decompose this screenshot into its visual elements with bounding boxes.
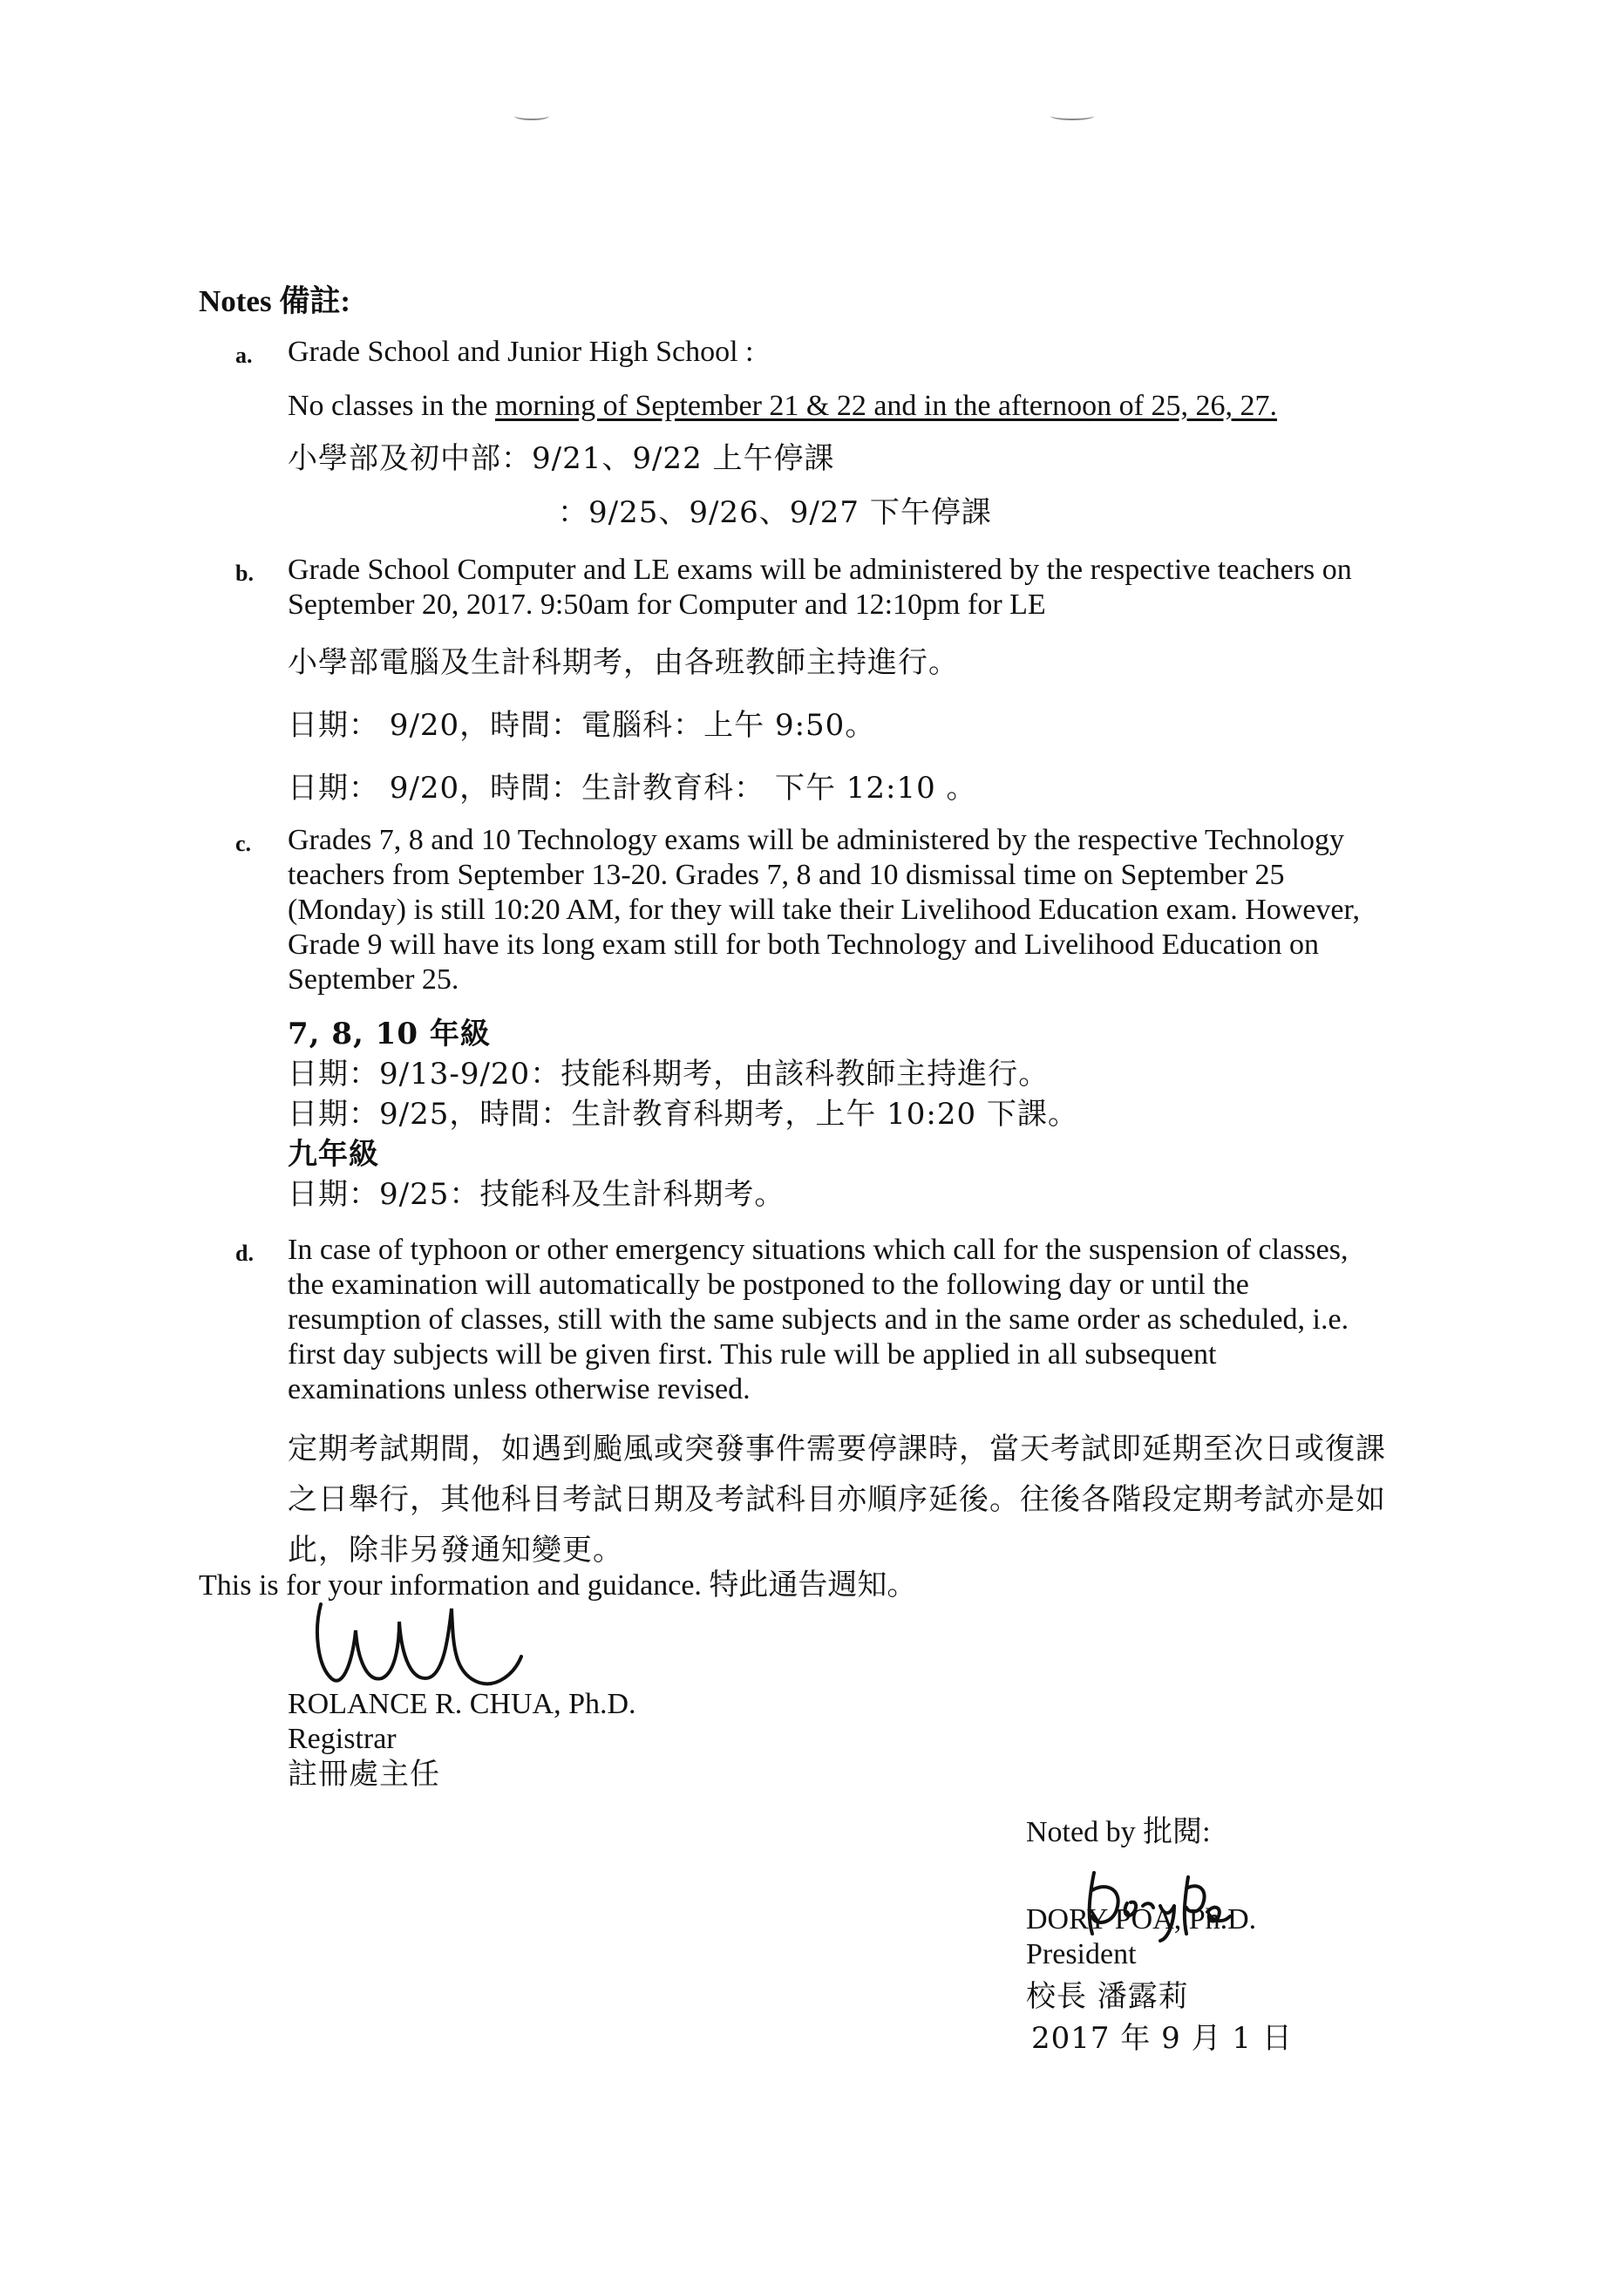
item-marker: b. [235,561,254,586]
no-classes-dates: morning of September 21 & 22 and in the afternoon of 25, 26, 27. [494,390,1278,422]
zh-line: 日期：9/25，時間：生計教育科期考，上午 10:20 下課。 [288,1097,1078,1132]
note-item-b [235,553,1473,806]
item-text: first day subjects will be given first. This rule will be applied in all subsequent [288,1338,1217,1371]
registrar-name: ROLANCE R. CHUA, Ph.D. [288,1688,636,1720]
stray-mark [1050,112,1094,120]
no-classes-prefix: No classes in the [288,390,495,422]
zh-grade-heading: 九年級 [288,1137,379,1172]
zh-line: 日期： 9/20，時間：生計教育科： 下午 12:10 。 [288,771,977,806]
item-marker: d. [235,1241,254,1266]
zh-line: 小學部電腦及生計科期考，由各班教師主持進行。 [288,645,959,680]
item-text: teachers from September 13-20. Grades 7, 8 and 10 dismissal time on September 25 [288,859,1285,891]
zh-line: 之日舉行，其他科目考試日期及考試科目亦順序延後。往後各階段定期考試亦是如 [288,1482,1386,1517]
registrar-signature [305,1595,523,1700]
registrar-title: Registrar [288,1723,397,1755]
zh-line: 日期： 9/20，時間：電腦科：上午 9:50。 [288,708,876,743]
note-item-a [235,335,1473,530]
item-text: In case of typhoon or other emergency situations which call for the suspension of classes, [288,1234,1349,1266]
item-marker: a. [235,343,253,368]
zh-grade-heading: 7, 8, 10 年級 [288,1017,491,1051]
president-name: DORY POA, Ph.D. [1026,1903,1257,1936]
zh-line: 日期：9/25：技能科及生計科期考。 [288,1177,785,1212]
zh-line: 小學部及初中部：9/21、9/22 上午停課 [288,441,835,476]
item-text: the examination will automatically be postponed to the following day or until the [288,1269,1249,1301]
item-text: resumption of classes, still with the same subjects and in the same order as scheduled, i.e. [288,1303,1349,1336]
item-text: September 20, 2017. 9:50am for Computer and 12:10pm for LE [288,589,1046,621]
closing-line: This is for your information and guidance. 特此通告週知。 [199,1569,917,1602]
zh-line: 此，除非另發通知變更。 [288,1533,623,1568]
item-heading: Grade School and Junior High School : [288,336,754,368]
stray-mark [514,112,549,120]
zh-line: 日期：9/13-9/20：技能科期考，由該科教師主持進行。 [288,1057,1050,1092]
notes-title: Notes 備註: [199,284,350,318]
item-text: (Monday) is still 10:20 AM, for they will take their Livelihood Education exam. However, [288,894,1360,926]
president-signature [1077,1864,1233,1942]
notice-date: 2017 年 9 月 1 日 [1031,2021,1293,2056]
zh-line: 定期考試期間，如遇到颱風或突發事件需要停課時，當天考試即延期至次日或復課 [288,1432,1386,1466]
note-item-d [235,1233,1473,1568]
registrar-block [288,1687,636,1792]
item-text: September 25. [288,963,459,996]
item-text [288,389,1473,424]
item-text: Grade 9 will have its long exam still for both Technology and Livelihood Education on [288,929,1319,961]
zh-line: ：9/25、9/26、9/27 下午停課 [558,495,992,530]
president-title-zh: 校長 潘露莉 [1026,1979,1189,2014]
note-item-c [235,823,1473,1212]
president-title: President [1026,1938,1137,1970]
item-text: Grades 7, 8 and 10 Technology exams will be administered by the respective Technology [288,824,1344,856]
item-marker: c. [235,831,252,856]
noted-by-label: Noted by 批閱: [1026,1816,1211,1848]
registrar-title-zh: 註冊處主任 [288,1757,440,1792]
item-text: Grade School Computer and LE exams will be administered by the respective teachers on [288,554,1352,586]
item-text: examinations unless otherwise revised. [288,1373,751,1405]
